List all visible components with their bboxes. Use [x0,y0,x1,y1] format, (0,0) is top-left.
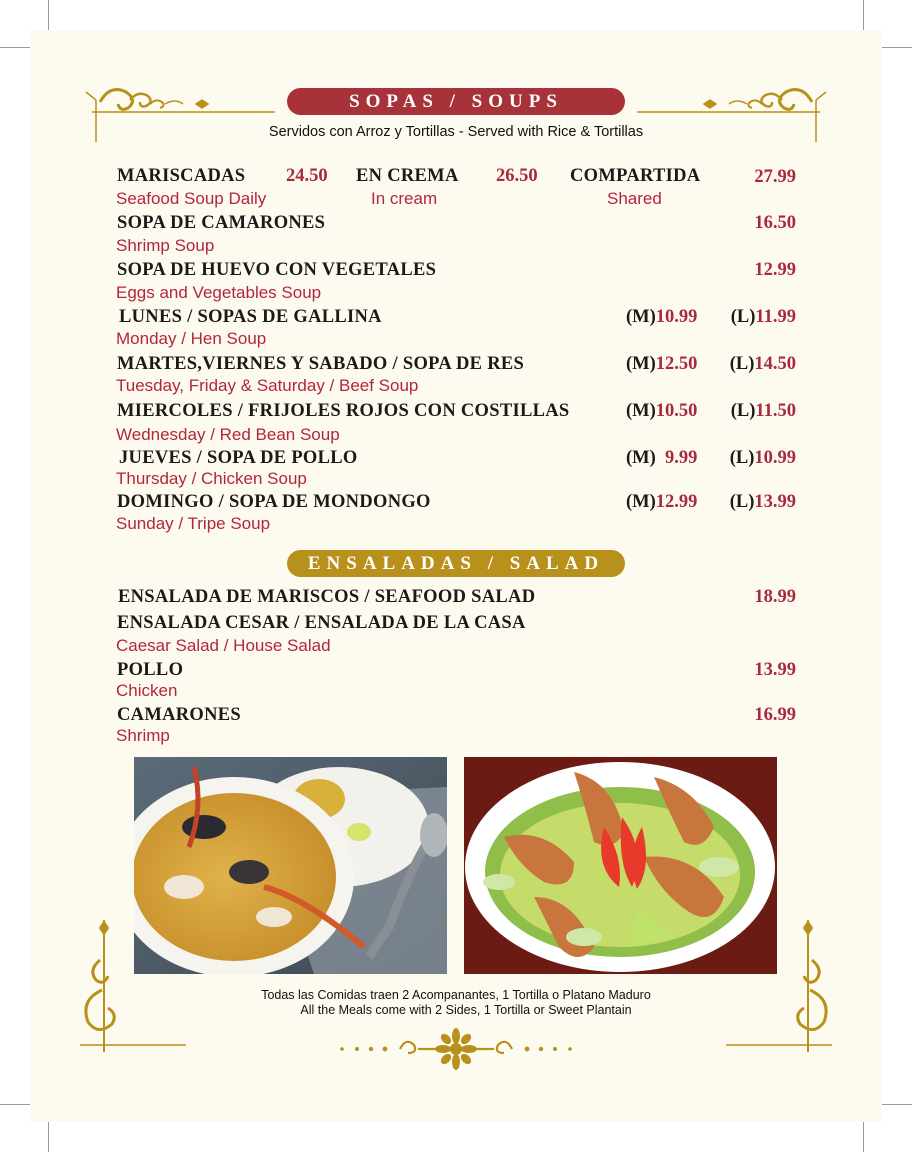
item-english: Shrimp [116,726,170,745]
size-large-label: (L) [729,354,755,374]
size-medium-label: (M) [626,307,656,327]
size-large-price: 10.99 [754,448,796,468]
item-name: SOPA DE HUEVO CON VEGETALES [117,260,437,280]
item-name: MARTES,VIERNES Y SABADO / SOPA DE RES [117,354,525,374]
footer-line-spanish: Todas las Comidas traen 2 Acompanantes, 1 Tortilla o Platano Maduro [261,988,651,1002]
item-name: COMPARTIDA [570,166,701,186]
item-english: In cream [371,189,438,208]
item-name: MARISCADAS [117,166,246,186]
item-english: Chicken [116,681,178,700]
item-name: EN CREMA [356,166,459,186]
size-medium-label: (M) [626,492,656,512]
size-large-price: 11.99 [755,307,796,327]
item-price: 18.99 [754,587,796,607]
item-english: Sunday / Tripe Soup [116,514,271,533]
item-english: Thursday / Chicken Soup [116,469,307,488]
salad-header: ENSALADAS / SALAD [287,550,625,577]
soups-header: SOPAS / SOUPS [287,88,625,115]
size-medium-price: 12.50 [655,354,698,374]
size-medium-label: (M) [626,448,656,468]
item-price: 12.99 [754,260,796,280]
item-price: 16.50 [754,213,796,233]
size-medium-label: (M) [626,401,656,421]
size-medium-price: 10.99 [655,307,698,327]
item-price: 26.50 [496,166,538,186]
soups-subtitle: Servidos con Arroz y Tortillas - Served with Rice & Tortillas [268,124,644,140]
size-large-label: (L) [729,448,755,468]
item-name: POLLO [117,660,184,680]
size-large-price: 14.50 [754,354,796,374]
item-price: 13.99 [754,660,796,680]
footer-line-english: All the Meals come with 2 Sides, 1 Tortilla or Sweet Plantain [300,1003,632,1017]
size-medium-price: 12.99 [655,492,698,512]
item-english: Shared [607,189,662,208]
size-large-label: (L) [729,492,755,512]
item-english: Monday / Hen Soup [116,329,267,348]
size-medium-price: 10.50 [655,401,698,421]
size-large-price: 11.50 [755,401,796,421]
item-price: 27.99 [754,167,796,187]
item-name: LUNES / SOPAS DE GALLINA [119,307,382,327]
size-medium-price: 9.99 [665,448,698,468]
item-name: MIERCOLES / FRIJOLES ROJOS CON COSTILLAS [117,401,570,421]
item-english: Caesar Salad / House Salad [116,636,331,655]
item-english: Tuesday, Friday & Saturday / Beef Soup [116,376,419,395]
item-name: ENSALADA CESAR / ENSALADA DE LA CASA [117,613,526,633]
item-name: ENSALADA DE MARISCOS / SEAFOOD SALAD [118,587,536,607]
item-price: 16.99 [754,705,796,725]
item-price: 24.50 [286,166,328,186]
item-name: CAMARONES [117,705,241,725]
item-name: SOPA DE CAMARONES [117,213,326,233]
item-english: Eggs and Vegetables Soup [116,283,322,302]
item-english: Shrimp Soup [116,236,215,255]
item-name: JUEVES / SOPA DE POLLO [119,448,358,468]
size-large-label: (L) [730,401,756,421]
item-english: Wednesday / Red Bean Soup [116,425,340,444]
size-medium-label: (M) [626,354,656,374]
size-large-price: 13.99 [754,492,796,512]
item-name: DOMINGO / SOPA DE MONDONGO [117,492,431,512]
item-english: Seafood Soup Daily [116,189,267,208]
size-large-label: (L) [730,307,756,327]
